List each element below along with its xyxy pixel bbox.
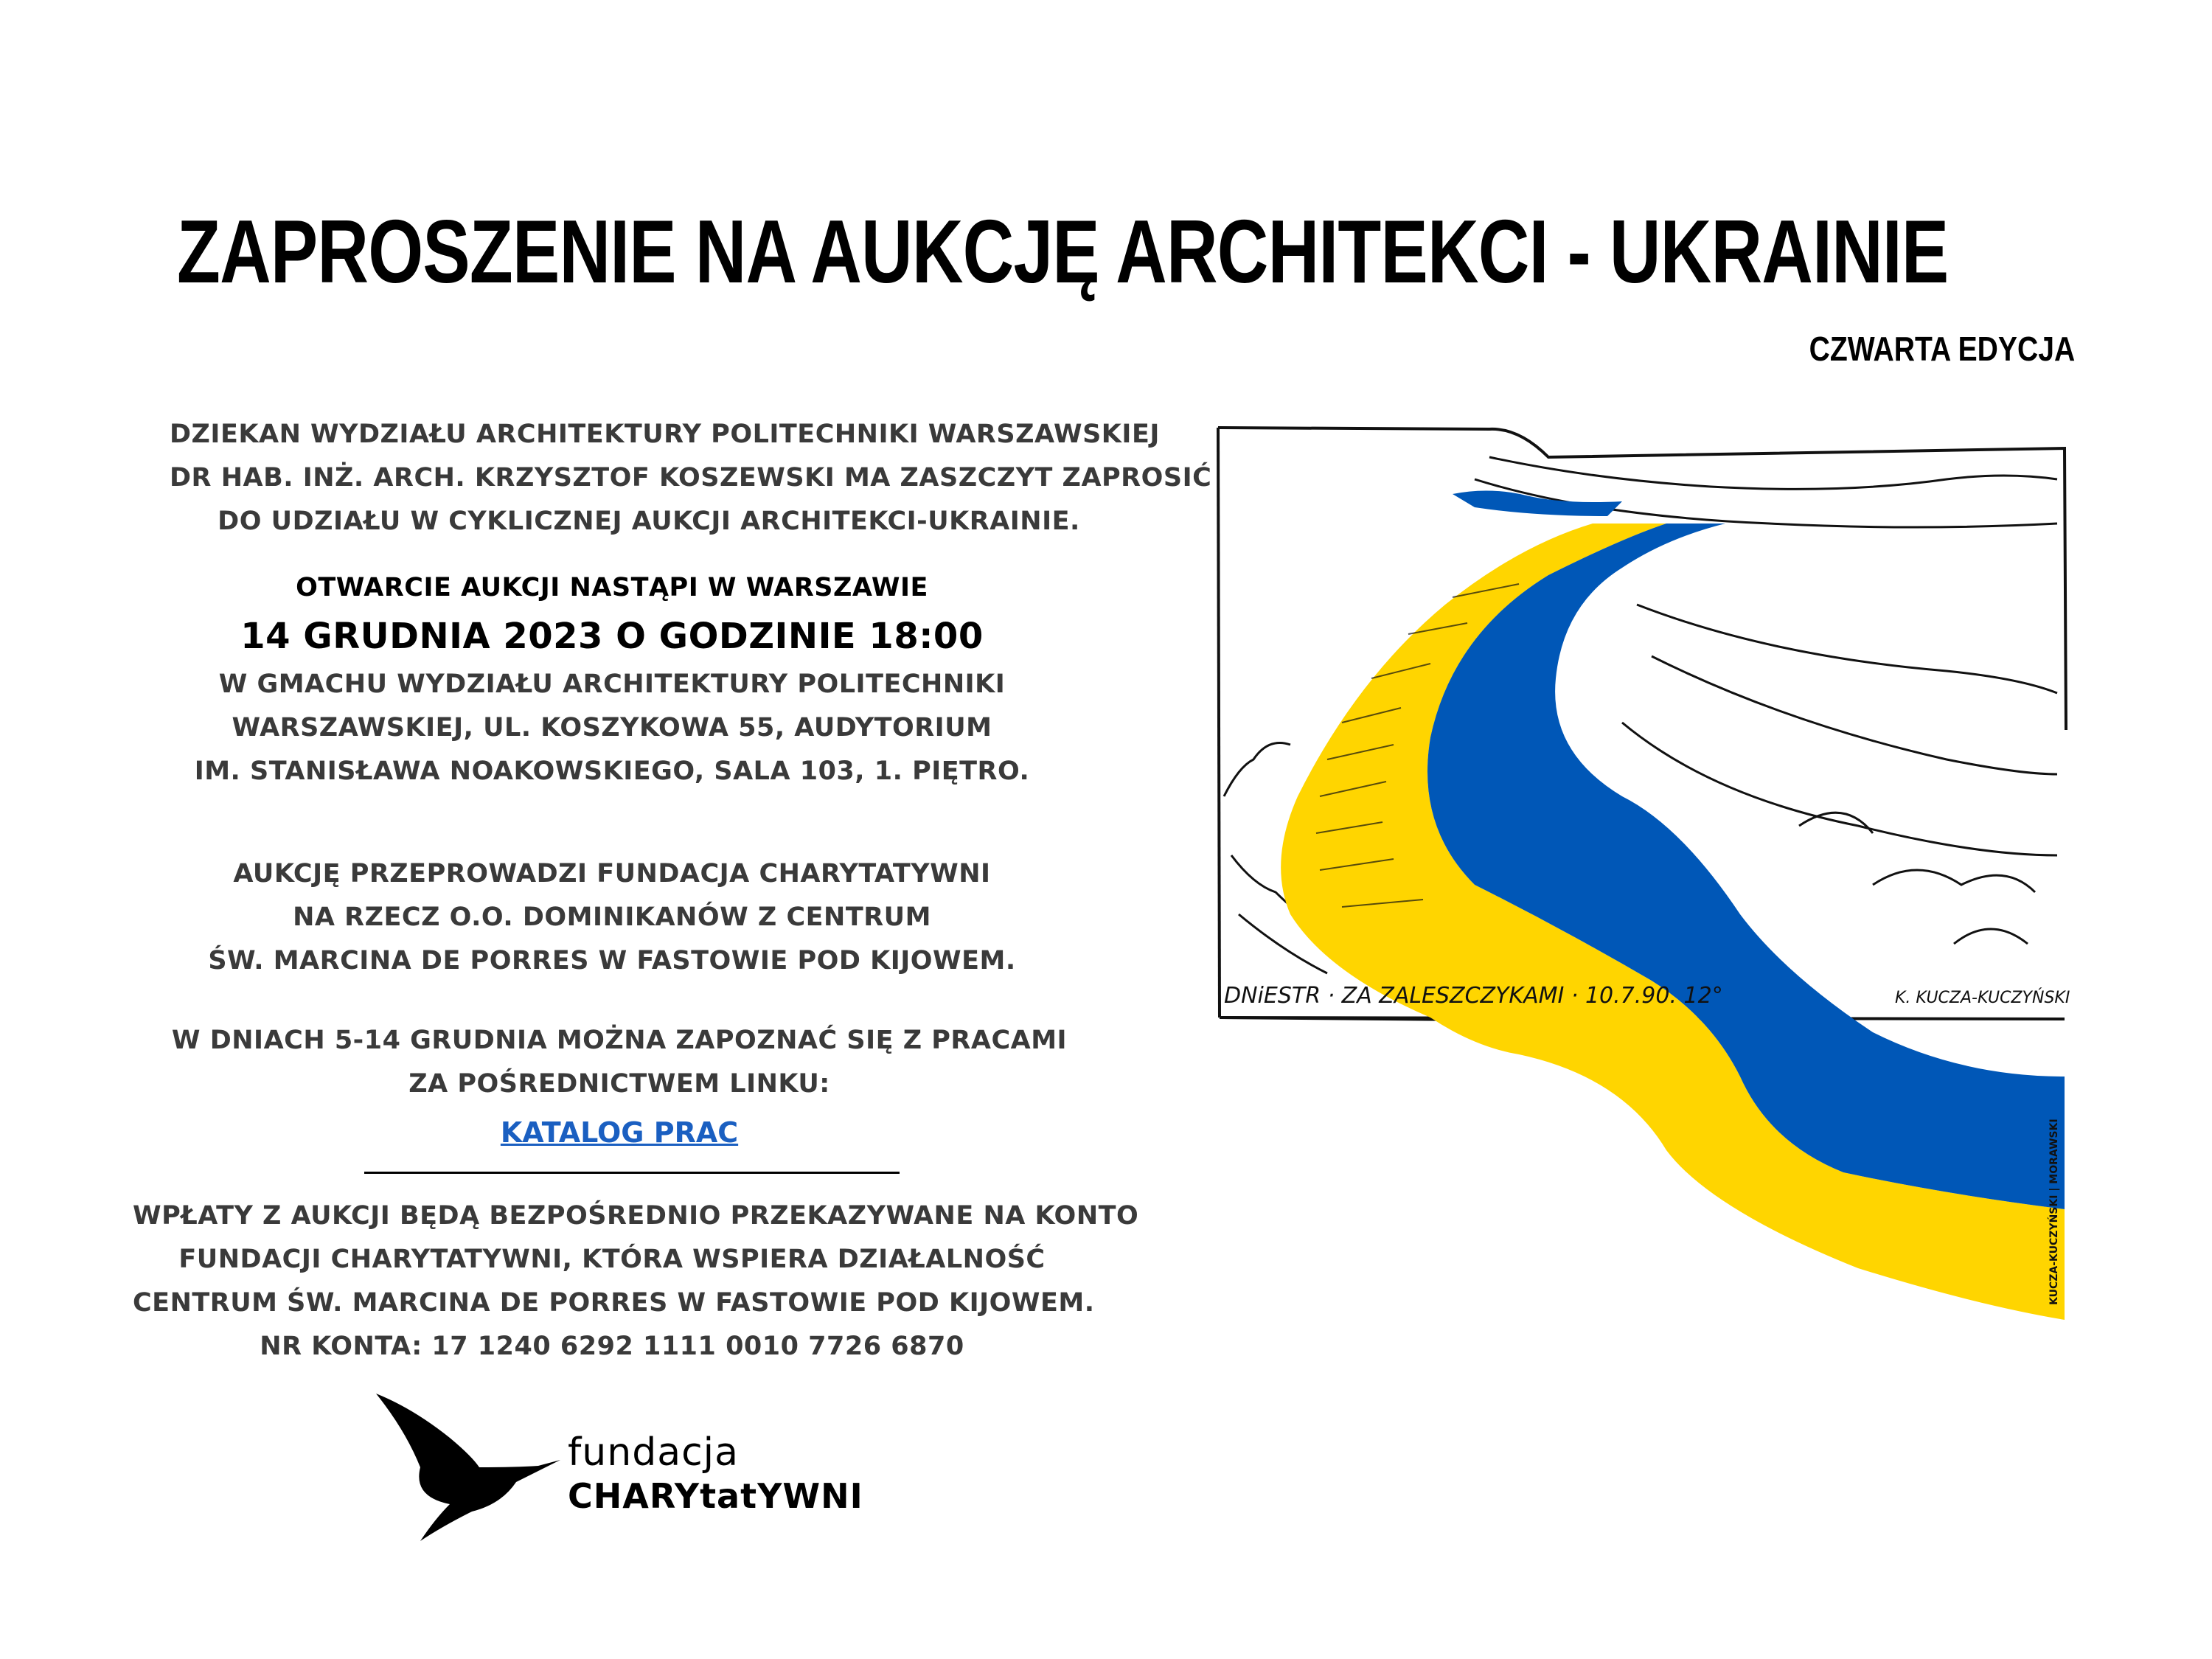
- sketch-caption: DNiESTR · ZA ZALESZCZYKAMI · 10.7.90. 12°: [1224, 983, 1723, 1009]
- intro-line: DO UDZIAŁU W CYKLICZNEJ AUKCJI ARCHITEKCI-UKRAINIE.: [218, 507, 1080, 536]
- organizer-line: NA RZECZ O.O. DOMINIKANÓW Z CENTRUM: [293, 902, 931, 932]
- preview-block: [140, 1019, 1099, 1149]
- account-number: NR KONTA: 17 1240 6292 1111 0010 7726 6870: [260, 1332, 964, 1361]
- catalog-link[interactable]: KATALOG PRAC: [500, 1116, 739, 1149]
- opening-place-line: W GMACHU WYDZIAŁU ARCHITEKTURY POLITECHNIKI: [218, 669, 1006, 699]
- payments-line: FUNDACJI CHARYTATYWNI, KTÓRA WSPIERA DZIAŁALNOŚĆ: [178, 1245, 1046, 1274]
- intro-line: DR HAB. INŻ. ARCH. KRZYSZTOF KOSZEWSKI MA ZASZCZYT ZAPROSIĆ: [170, 463, 1212, 493]
- payments-block: [133, 1194, 1139, 1368]
- preview-line: ZA POŚREDNICTWEM LINKU:: [408, 1069, 830, 1099]
- opening-place-line: WARSZAWSKIEJ, UL. KOSZYKOWA 55, AUDYTORIUM: [232, 713, 992, 742]
- opening-date: 14 GRUDNIA 2023 O GODZINIE 18:00: [240, 616, 984, 657]
- edition-subtitle: CZWARTA EDYCJA: [1809, 330, 2075, 368]
- opening-lead: OTWARCIE AUKCJI NASTĄPI W WARSZAWIE: [296, 573, 928, 602]
- organizer-block: [133, 852, 1091, 983]
- payments-line: WPŁATY Z AUKCJI BĘDĄ BEZPOŚREDNIO PRZEKAZYWANE NA KONTO: [133, 1201, 1139, 1231]
- section-divider: [364, 1172, 900, 1174]
- dniester-artwork: [1209, 413, 2079, 1327]
- organizer-line: AUKCJĘ PRZEPROWADZI FUNDACJA CHARYTATYWNI: [233, 859, 991, 888]
- logo-fundacja: fundacja: [568, 1430, 739, 1475]
- preview-line: W DNIACH 5-14 GRUDNIA MOŻNA ZAPOZNAĆ SIĘ Z PRACAMI: [171, 1026, 1068, 1055]
- page-title: ZAPROSZENIE NA AUKCJĘ ARCHITEKCI - UKRAINIE: [177, 201, 1949, 302]
- upper-river-blue: [1453, 490, 1622, 516]
- organizer-line: ŚW. MARCINA DE PORRES W FASTOWIE POD KIJOWEM.: [208, 946, 1016, 975]
- logo-charytatywni: CHARYtatYWNI: [568, 1476, 863, 1516]
- opening-block: [133, 566, 1091, 793]
- payments-line: CENTRUM ŚW. MARCINA DE PORRES W FASTOWIE POD KIJOWEM.: [133, 1288, 1095, 1318]
- opening-place-line: IM. STANISŁAWA NOAKOWSKIEGO, SALA 103, 1. PIĘTRO.: [194, 757, 1030, 786]
- vertical-credit: KUCZA-KUCZYŃSKI | MORAWSKI: [2048, 1119, 2060, 1305]
- intro-block: [170, 413, 1212, 543]
- sketch-signature: K. KUCZA-KUCZYŃSKI: [1895, 989, 2070, 1007]
- intro-line: DZIEKAN WYDZIAŁU ARCHITEKTURY POLITECHNIKI WARSZAWSKIEJ: [170, 420, 1160, 449]
